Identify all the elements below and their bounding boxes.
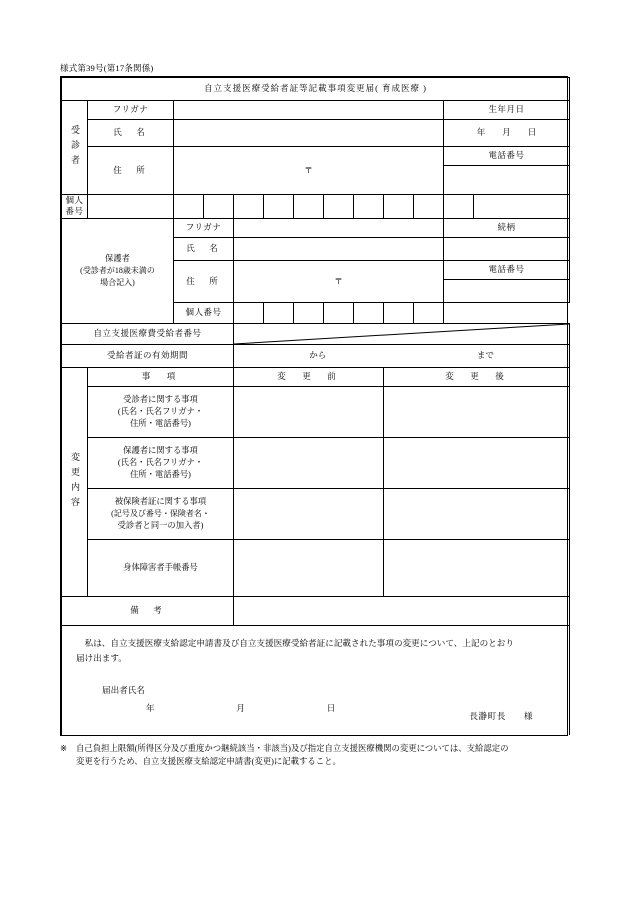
recipient-phone-input[interactable] [444, 166, 570, 195]
validity-from-label: から [309, 350, 327, 361]
recipient-birth-fields: 年 月 日 [476, 127, 537, 138]
recipient-phone-label: 電話番号 [444, 147, 570, 166]
certificate-validity-label: 受給者証の有効期間 [62, 344, 234, 367]
declaration-cell [62, 625, 570, 734]
changes-item-line1: 身体障害者手帳番号 [123, 562, 198, 572]
guardian-mynumber-box[interactable] [324, 302, 354, 323]
recipient-furigana-row [62, 101, 570, 120]
certificate-validity-input[interactable] [234, 344, 570, 367]
guardian-relation-label: 続柄 [444, 218, 570, 237]
recipient-address-row [62, 147, 570, 166]
recipient-birth-label: 生年月日 [444, 101, 570, 120]
changes-before-input[interactable] [234, 488, 384, 539]
recipient-mynumber-label: 個人番号 [62, 195, 88, 219]
mynumber-box[interactable] [384, 195, 414, 219]
form-title: 自立支援医療受給者証等記載事項変更届( 育成医療 ) [62, 78, 570, 101]
guardian-block-label [62, 218, 174, 323]
changes-before-input[interactable] [234, 386, 384, 437]
guardian-label-line3: 場合記入) [100, 277, 135, 287]
certificate-number-row [62, 323, 570, 344]
changes-item-label [88, 386, 234, 437]
changes-row [62, 539, 570, 596]
declaration-line1: 私は、自立支援医療支給認定申請書及び自立支援医療受給者証に記載された事項の変更について、上記のとおり [76, 637, 514, 648]
mynumber-box[interactable] [264, 195, 294, 219]
form-number: 様式第39号(第17条関係) [60, 63, 154, 73]
changes-item-label [88, 488, 234, 539]
recipient-furigana-input[interactable] [174, 101, 444, 120]
guardian-furigana-row [62, 218, 570, 237]
form-table [61, 77, 570, 735]
remarks-input[interactable] [234, 596, 570, 625]
changes-after-input[interactable] [384, 437, 570, 488]
guardian-mynumber-box[interactable] [414, 302, 444, 323]
guardian-label-line1: 保護者 [105, 254, 130, 264]
changes-row [62, 488, 570, 539]
recipient-side-label: 受診者 [62, 101, 88, 195]
changes-before-input[interactable] [234, 539, 384, 596]
validity-to-label: まで [476, 350, 494, 361]
guardian-name-input[interactable] [234, 237, 444, 260]
footnote-line1: 自己負担上限額(所得区分及び重度かつ継続該当・非該当)及び指定自立支援医療機関の変更については、支給認定の [76, 744, 509, 753]
guardian-phone-label: 電話番号 [444, 260, 570, 279]
changes-header-after: 変 更 後 [384, 367, 570, 386]
footnote-mark-icon: ※ [60, 744, 68, 753]
changes-item-line2: (氏名・氏名フリガナ・ [117, 457, 204, 467]
changes-item-line3: 住所・電話番号) [130, 469, 191, 479]
guardian-mynumber-box[interactable] [234, 302, 264, 323]
recipient-birth-input[interactable] [444, 120, 570, 147]
title-row [62, 78, 570, 101]
submission-date-fields[interactable]: 年 月 日 [146, 702, 350, 713]
footnote [60, 742, 572, 768]
addressee-label: 長瀞町長 様 [469, 710, 534, 721]
mynumber-box[interactable] [354, 195, 384, 219]
recipient-name-label: 氏 名 [88, 120, 174, 147]
postal-mark-icon: 〒 [334, 275, 343, 286]
changes-header-before: 変 更 前 [234, 367, 384, 386]
changes-item-label [88, 539, 234, 596]
submitter-label[interactable]: 届出者氏名 [102, 684, 145, 695]
postal-mark-icon: 〒 [304, 164, 313, 175]
diagonal-line-icon [234, 324, 569, 344]
recipient-name-row [62, 120, 570, 147]
changes-item-line3: 住所・電話番号) [130, 418, 191, 428]
changes-row [62, 437, 570, 488]
mynumber-box[interactable] [234, 195, 264, 219]
recipient-name-input[interactable] [174, 120, 444, 147]
changes-item-line1: 受診者に関する事項 [123, 394, 198, 404]
remarks-row [62, 596, 570, 625]
changes-item-line1: 保護者に関する事項 [123, 445, 198, 455]
mynumber-box[interactable] [294, 195, 324, 219]
changes-item-line2: (記号及び番号・保険者名・ [111, 509, 210, 519]
guardian-name-label: 氏 名 [174, 237, 234, 260]
changes-after-input[interactable] [384, 488, 570, 539]
changes-item-label [88, 437, 234, 488]
certificate-validity-row [62, 344, 570, 367]
changes-item-line3: 受診者と同一の加入者) [117, 520, 204, 530]
guardian-mynumber-label: 個人番号 [174, 302, 234, 323]
mynumber-box[interactable] [174, 195, 204, 219]
guardian-label-line2: (受診者が18歳未満の [80, 266, 155, 276]
changes-item-line1: 被保険者証に関する事項 [114, 497, 207, 507]
guardian-mynumber-box[interactable] [264, 302, 294, 323]
declaration-text [62, 626, 569, 673]
changes-side-label: 変更内容 [62, 367, 88, 596]
mynumber-box[interactable] [204, 195, 234, 219]
declaration-row [62, 625, 570, 734]
guardian-mynumber-box[interactable] [294, 302, 324, 323]
guardian-furigana-label: フリガナ [174, 218, 234, 237]
guardian-mynumber-box[interactable] [354, 302, 384, 323]
signature-block [62, 673, 569, 735]
changes-row [62, 386, 570, 437]
changes-after-input[interactable] [384, 539, 570, 596]
certificate-number-input[interactable] [234, 323, 570, 344]
footnote-line2: 変更を行うため、自立支援医療支給認定申請書(変更)に記載すること。 [76, 757, 341, 767]
changes-header-item: 事 項 [88, 367, 234, 386]
changes-after-input[interactable] [384, 386, 570, 437]
recipient-address-label: 住 所 [88, 147, 174, 195]
mynumber-box[interactable] [324, 195, 354, 219]
guardian-mynumber-box[interactable] [384, 302, 414, 323]
guardian-phone-input[interactable] [444, 279, 570, 302]
declaration-line2: 届け出ます。 [76, 653, 127, 664]
recipient-mynumber-row [62, 195, 570, 219]
recipient-furigana-label: フリガナ [88, 101, 174, 120]
guardian-address-label: 住 所 [174, 260, 234, 302]
changes-before-input[interactable] [234, 437, 384, 488]
form-sheet [60, 76, 568, 736]
mynumber-box[interactable] [414, 195, 444, 219]
guardian-address-input[interactable] [234, 260, 444, 302]
recipient-address-input[interactable] [174, 147, 444, 195]
guardian-relation-input[interactable] [444, 237, 570, 260]
guardian-furigana-input[interactable] [234, 218, 444, 237]
changes-header-row [62, 367, 570, 386]
changes-item-line2: (氏名・氏名フリガナ・ [117, 406, 204, 416]
remarks-label: 備 考 [62, 596, 234, 625]
mynumber-box[interactable] [88, 195, 174, 219]
certificate-number-label: 自立支援医療費受給者番号 [62, 323, 234, 344]
mynumber-box[interactable] [444, 195, 474, 219]
guardian-mynumber-blank [444, 302, 570, 323]
mynumber-box[interactable] [474, 195, 570, 219]
